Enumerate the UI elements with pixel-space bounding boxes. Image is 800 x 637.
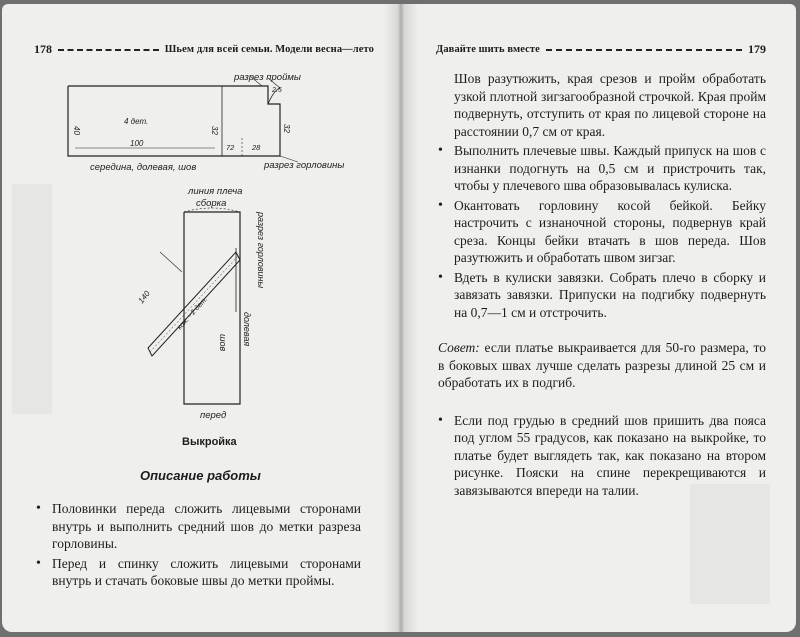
label-gather: сборка	[196, 198, 227, 209]
label-grain: долевая	[242, 312, 252, 347]
label-neck-cut: разрез горловины	[264, 160, 345, 171]
right-page-number: 179	[748, 42, 766, 56]
left-running-title: Шьем для всей семьи. Модели весна—лето	[164, 44, 374, 55]
label-shoulder-line: линия плеча	[188, 186, 243, 197]
dim-4-parts: 4 дет.	[124, 117, 149, 126]
label-neck-slit: разрез горловины	[256, 212, 266, 289]
dim-2-5: 2.5	[272, 87, 282, 94]
left-running-head	[34, 42, 374, 57]
label-strap-parts: кож. - 2 дет.	[176, 295, 210, 332]
list-item: • Половинки переда сложить лицевыми сторонами внутрь и выполнить средний шов до метки разреза горловины.	[36, 500, 361, 553]
dim-40: 40	[72, 126, 81, 135]
label-centre-grain-seam: середина, долевая, шов	[90, 162, 197, 173]
list-item: • Перед и спинку сложить лицевыми сторонами внутрь и стачать боковые швы до метки проймы.	[36, 555, 361, 590]
header-rule	[58, 49, 159, 51]
sewing-pattern-diagram	[30, 72, 370, 432]
figure-caption: Выкройка	[182, 436, 237, 448]
dim-28: 28	[252, 143, 261, 152]
label-armhole-cut: разрез проймы	[234, 72, 301, 83]
left-page-number: 178	[34, 42, 52, 56]
intro-paragraph: Шов разутюжить, края срезов и пройм обработать узкой плотной зигзагообразной строчкой. Края пройм подвернуть, отступить от края по лицевой стороне на расстоянии 0,7 см от края.	[454, 71, 766, 139]
right-running-title: Давайте шить вместе	[436, 44, 540, 55]
label-140: 140	[136, 289, 152, 306]
label-fold: шов	[218, 334, 228, 352]
dim-72: 72	[226, 143, 235, 152]
header-rule	[546, 49, 742, 51]
advice-paragraph	[438, 339, 766, 392]
section-heading: Описание работы	[140, 468, 261, 483]
advice-text: если платье выкраивается для 50-го размера, то в боковых швах лучше сделать разрезы длиной 25 см и обработать их в подгиб.	[438, 340, 766, 390]
list-item: • Окантовать горловину косой бейкой. Бейку настрочить с изнаночной стороны, подвернув край среза. Концы бейки втачать в шов переда. Шов разутюжить и обработать швом зигзаг.	[438, 197, 766, 267]
skirt-piece-drawing	[68, 76, 298, 162]
list-item: • Вдеть в кулиски завязки. Собрать плечо в сборку и завязать завязки. Припуски на подгибку подвернуть на 0,7—1 см и отстрочить.	[438, 269, 766, 322]
left-instructions-list	[36, 500, 361, 592]
label-front: перед	[200, 410, 227, 421]
advice-label: Совет:	[438, 340, 480, 355]
list-item: • Выполнить плечевые швы. Каждый припуск на шов с изнанки подогнуть на 0,5 см и пристрочить так, чтобы у плечевого шва образовывалась кулиска.	[438, 142, 766, 195]
list-item: • Если под грудью в средний шов пришить два пояса под углом 55 градусов, как показано на выкройке, то платье будет выглядеть так, как показано на втором рисунке. Пояски на спине перекрещиваются и завязываются впереди на талии.	[438, 412, 766, 500]
dim-32-right: 32	[282, 124, 291, 133]
right-running-head	[436, 42, 766, 57]
dim-32-left: 32	[210, 126, 219, 135]
dim-100: 100	[130, 139, 144, 148]
right-page-text	[438, 70, 766, 501]
